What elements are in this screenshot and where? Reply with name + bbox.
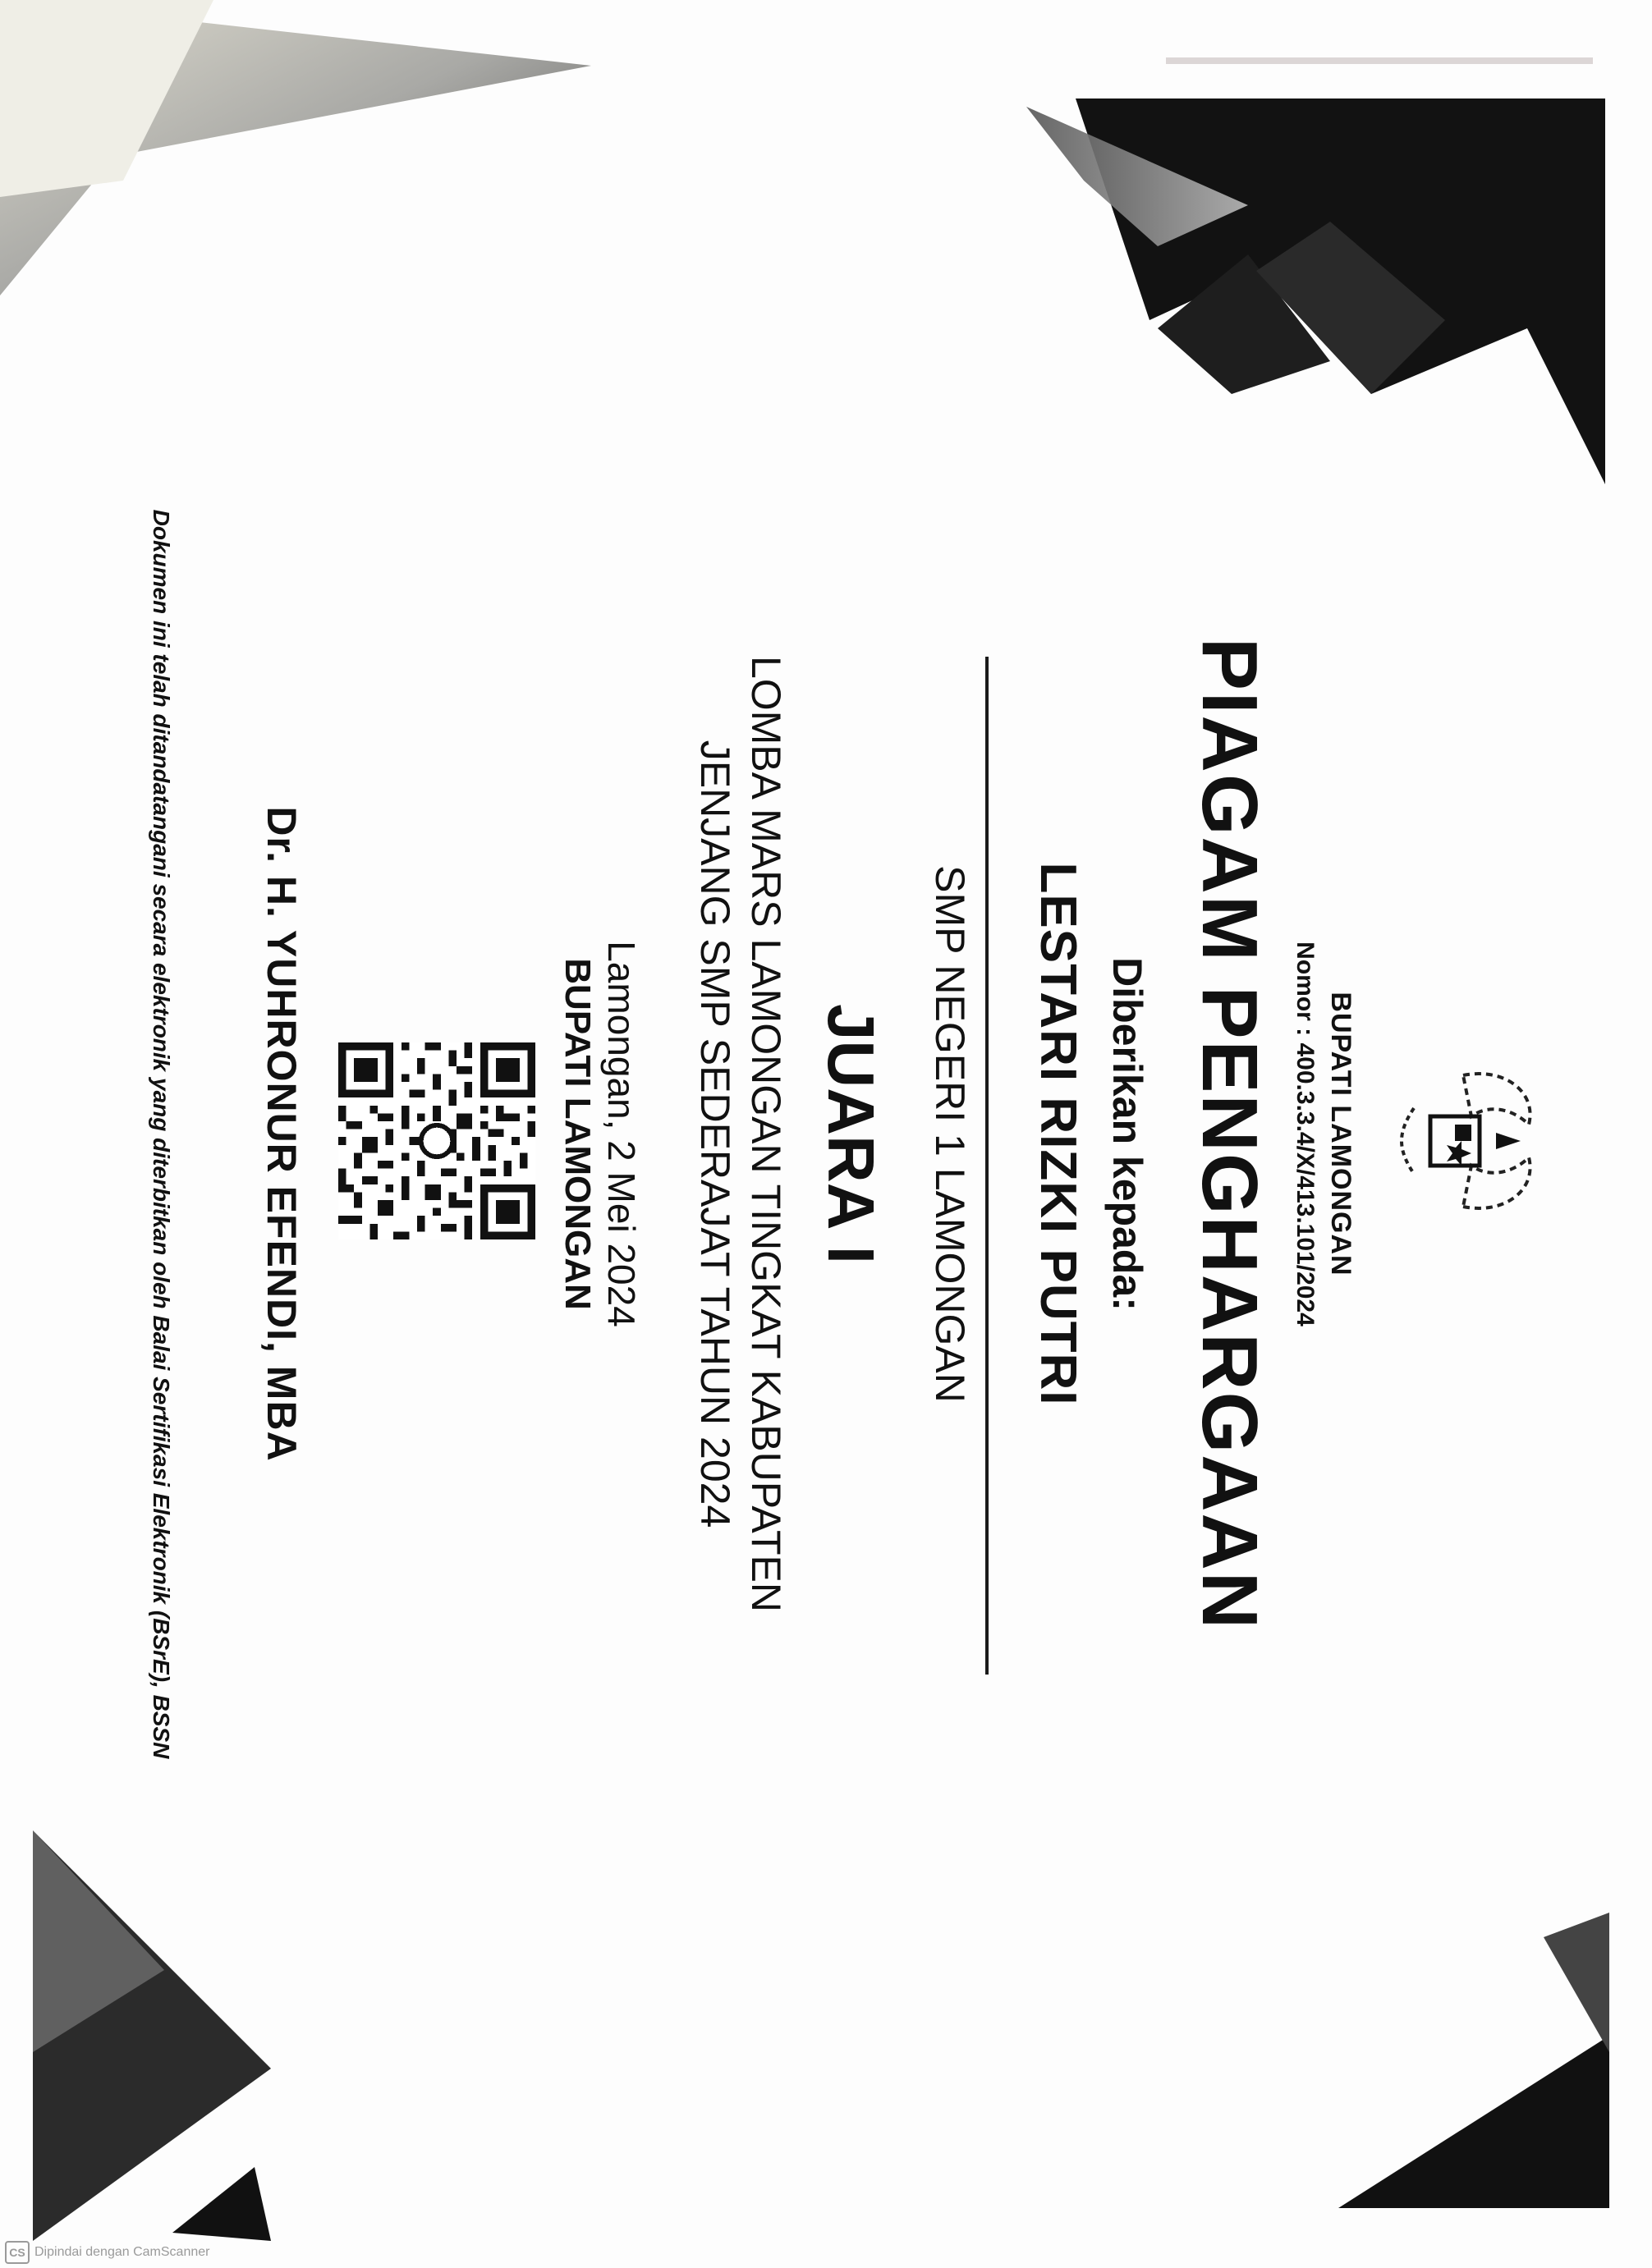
qr-code-signature <box>338 1042 535 1239</box>
award-rank: JUARA I <box>815 1003 888 1265</box>
event-name-line-1: LOMBA MARS LAMONGAN TINGKAT KABUPATEN <box>743 655 789 1613</box>
signer-name: Dr. H. YUHRONUR EFENDI, MBA <box>259 806 305 1462</box>
recipient-name: LESTARI RIZKI PUTRI <box>1030 862 1086 1406</box>
electronic-signature-note: Dokumen ini telah ditandatangani secara elektronik yang diterbitkan oleh Balai Sertifikasi Elektronik (BSrE), BSSN <box>149 509 174 1759</box>
signer-office: BUPATI LAMONGAN <box>558 958 598 1310</box>
issuer-title: BUPATI LAMONGAN <box>1325 992 1356 1276</box>
given-to-label: Diberikan kepada: <box>1104 957 1150 1311</box>
scanner-watermark-text: Dipindai dengan CamScanner <box>34 2245 210 2259</box>
scanner-watermark <box>5 2241 209 2264</box>
recipient-school: SMP NEGERI 1 LAMONGAN <box>927 865 973 1403</box>
camscanner-logo-icon: CS <box>5 2241 30 2264</box>
garuda-emblem-icon <box>1373 1059 1553 1223</box>
document-number: Nomor : 400.3.3.4/X/413.101/2024 <box>1292 942 1319 1326</box>
event-name-line-2: JENJANG SMP SEDERAJAT TAHUN 2024 <box>692 740 738 1528</box>
name-underline-divider <box>985 657 989 1675</box>
place-date: Lamongan, 2 Mei 2024 <box>600 941 643 1327</box>
certificate-title: PIAGAM PENGHARGAAN <box>1186 637 1273 1631</box>
